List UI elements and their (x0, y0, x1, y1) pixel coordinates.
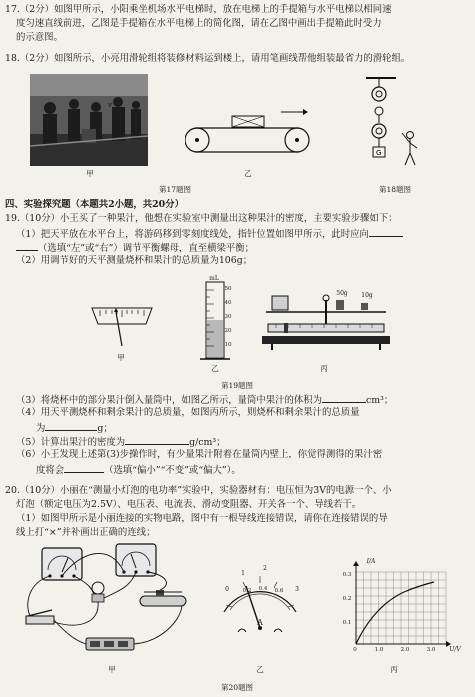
fig19-caption: 第19题图 (220, 381, 254, 390)
fig19-label-bing: 丙 (320, 364, 328, 373)
cylinder-tick-10: 10 (224, 342, 232, 348)
ammeter-bottom-0.2: 0.2 (242, 588, 252, 594)
ammeter-top-1: 1 (241, 570, 245, 577)
ammeter-top-3: 3 (295, 586, 299, 593)
cylinder-unit: mL (209, 275, 219, 282)
fig20-label-bing: 丙 (390, 665, 398, 674)
ammeter-dial (214, 562, 306, 642)
q19-line7: （5）计算出果汁的密度为 g/cm³； (16, 437, 226, 448)
section4-title: 四、实验探究题（本题共2小题，共20分） (5, 199, 184, 210)
q17-line3: 的示意图。 (16, 32, 63, 43)
cylinder-tick-40: 40 (224, 300, 232, 306)
conveyor-diagram (185, 104, 310, 156)
escalator-photo (30, 74, 148, 166)
cylinder-tick-30: 30 (224, 314, 232, 320)
graph-xlabel: U/V (449, 646, 461, 653)
fig17-label-yi: 乙 (244, 169, 252, 178)
graph-xtick-1: 1.0 (374, 647, 384, 653)
q19-line8: （6）小王发现上述第(3)步操作时，有少量果汁附着在量筒内壁上，你觉得测得的果汁密 (16, 449, 383, 460)
balance-pointer-scale (86, 302, 158, 350)
q17-line2: 度匀速直线前进，乙图是手提箱在水平电梯上的简化图，请在乙图中画出手提箱此时受力 (16, 18, 382, 29)
pulley-diagram (362, 75, 422, 173)
ammeter-letter: A (257, 618, 263, 627)
q19-line9: 度将会 （选填“偏小”“不变”或“偏大”）。 (36, 465, 241, 476)
q19-line1: 19.（10分）小王买了一种果汁，他想在实验室中测量出这种果汁的密度，主要实验步骤如下： (5, 213, 398, 224)
graph-ylabel: I/A (366, 558, 376, 565)
fig17-label-jia: 甲 (86, 169, 94, 178)
q19-line6: 为 g； (36, 423, 113, 434)
cylinder-tick-50: 50 (224, 286, 232, 292)
graph-ytick-0.1: 0.1 (342, 620, 352, 626)
graph-xtick-3: 3.0 (426, 647, 436, 653)
q19-line4: （3）将烧杯中的部分果汁倒入量筒中，如图乙所示，量筒中果汁的体积为 cm³； (16, 395, 394, 406)
velocity-label: v (107, 100, 113, 109)
fig17-caption: 第17题图 (158, 185, 192, 194)
fig20-label-yi: 乙 (256, 665, 264, 674)
ammeter-bottom-0.4: 0.4 (258, 586, 268, 592)
q20-line2: 灯泡（额定电压为2.5V）、电压表、电流表、滑动变阻器、开关各一个、导线若干。 (16, 499, 362, 510)
svg-text:G: G (376, 149, 382, 157)
q19-line5: （4）用天平测烧杯和剩余果汁的总质量，如图丙所示，则烧杯和剩余果汁的总质量 (16, 407, 360, 418)
graph-xtick-0: 0 (353, 647, 357, 653)
q19-line2b: （选填“左”或“右”）调节平衡螺母，直至横梁平衡； (16, 241, 469, 255)
q20-line3: （1）如图甲所示是小丽连接的实物电路，图中有一根导线连接错误，请你在连接错误的导 (16, 513, 388, 524)
graph-ytick-0.3: 0.3 (342, 572, 352, 578)
q17-line1: 17.（2分）如图甲所示，小阳乘坐机场水平电梯时，放在电梯上的手提箱与水平电梯以相同速 (5, 4, 392, 15)
q20-line4: 线上打“×”并补画出正确的连线； (16, 527, 156, 538)
q19-line3: （2）用调节好的天平测量烧杯和果汁的总质量为106g； (16, 255, 253, 266)
q20-line1: 20.（10分）小丽在“测量小灯泡的电功率”实验中，实验器材有：电压恒为3V的电源一个、小 (5, 485, 392, 496)
cylinder-tick-20: 20 (224, 328, 232, 334)
ammeter-bottom-0.6: 0.6 (274, 588, 284, 594)
fig19-label-jia: 甲 (117, 353, 125, 362)
weight-50g: 50g (336, 290, 348, 297)
fig18-caption: 第18题图 (378, 185, 412, 194)
circuit-diagram (20, 542, 202, 660)
graph-xtick-2: 2.0 (400, 647, 410, 653)
q19-line2a: （1）把天平放在水平台上，将游码移到零刻度线处，指针位置如图甲所示，此时应向 (16, 227, 469, 241)
weight-10g: 10g (361, 292, 373, 299)
ammeter-top-2: 2 (263, 565, 267, 572)
q18-line1: 18.（2分）如图所示，小亮用滑轮组将装修材料运到楼上，请用笔画线帮他组装最省力的滑轮组。 (5, 53, 411, 64)
ammeter-top-0: 0 (225, 586, 229, 593)
fig20-caption: 第20题图 (220, 683, 254, 692)
fig19-label-yi: 乙 (211, 364, 219, 373)
graph-ytick-0.2: 0.2 (342, 596, 352, 602)
fig20-label-jia: 甲 (108, 665, 116, 674)
